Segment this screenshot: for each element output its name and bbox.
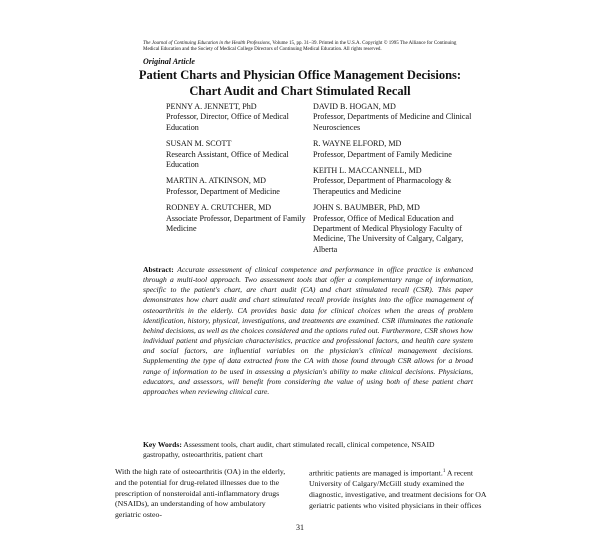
body-right-continued: A recent University of Calgary/McGill study examined the diagnostic, investigative, and treatment decisions for OA geriatric patients who visited physicians in their offices	[309, 468, 487, 510]
copyright-line: Volume 15, pp. 31–39. Printed in the U.S.A. Copyright © 1995 The Alliance for Continuing Medical Education and the Society of Medical College Directors of Continuing Medical Education. All rights reserved.	[143, 41, 457, 52]
author-affiliation: Professor, Departments of Medicine and Clinical Neurosciences	[313, 112, 472, 132]
abstract	[143, 265, 473, 397]
author-affiliation: Professor, Director, Office of Medical Education	[166, 112, 289, 132]
author-name: KEITH L. MACCANNELL, MD	[313, 166, 422, 176]
body-column-left: With the high rate of osteoarthritis (OA) in the elderly, and the potential for drug-related illnesses due to the prescription of nonsteroidal anti-inflammatory drugs (NSAIDs), an understanding of how ambulatory geriatric osteo-	[115, 467, 286, 520]
author-affiliation: Research Assistant, Office of Medical Education	[166, 149, 289, 170]
title-line-1: Patient Charts and Physician Office Management Decisions:	[138, 68, 462, 82]
author-name: JOHN S. BAUMBER, PhD, MD	[313, 203, 420, 213]
title-line-2: Chart Audit and Chart Stimulated Recall	[189, 84, 411, 98]
page-number: 31	[296, 523, 304, 532]
article-title	[120, 67, 480, 99]
abstract-label: Abstract:	[143, 265, 174, 274]
author-block	[313, 166, 483, 197]
author-block	[166, 176, 306, 197]
journal-masthead	[143, 41, 471, 53]
author-affiliation: Professor, Department of Family Medicine	[313, 149, 452, 159]
author-block	[313, 203, 483, 255]
author-affiliation: Professor, Office of Medical Education and Department of Medical Physiology Faculty of Medicine, The University of Calgary, Calgary, Alberta	[313, 213, 464, 254]
author-block	[313, 102, 483, 133]
abstract-text: Accurate assessment of clinical competence and performance in office practice is enhanced through a multi-tool approach. Two assessment tools that offer a complementary range of information, specific to the patient's chart, are chart audit (CA) and chart stimulated recall (CSR). This paper demonstrates how chart audit and chart stimulated recall provide insights into the office management of osteoarthritis in the elderly. CA provides basic data for clinical choices when the areas of problem identification, history, physical, investigations, and treatments are examined. CSR illuminates the rationale behind decisions, as well as the choices considered and the options ruled out. Furthermore, CSR shows how individual patient and physician characteristics, practice and professional factors, and health care system and social factors, are influential variables on the physician's clinical management decisions. Supplementing the type of data extracted from the CA with those found through CSR allows for a broad range of information to be used in assessing a physician's ability to make clinical decisions. Physicians, educators, and assessors, will benefit from considering the value of using both of these patient chart approaches when reviewing clinical care.	[143, 265, 473, 396]
journal-name: The Journal of Continuing Education in the Health Professions,	[143, 41, 272, 46]
authors-right-column	[313, 102, 483, 261]
author-name: DAVID B. HOGAN, MD	[313, 102, 396, 111]
keywords	[143, 440, 473, 460]
author-affiliation: Professor, Department of Pharmacology & Therapeutics and Medicine	[313, 176, 452, 196]
keywords-text: Assessment tools, chart audit, chart stimulated recall, clinical competence, NSAID gastropathy, osteoarthritis, patient chart	[143, 440, 435, 460]
author-block	[166, 102, 306, 133]
author-name: RODNEY A. CRUTCHER, MD	[166, 203, 272, 213]
author-name: MARTIN A. ATKINSON, MD	[166, 176, 267, 186]
author-block	[166, 139, 306, 170]
body-right-text: arthritic patients are managed is important.	[309, 468, 443, 478]
author-block	[313, 139, 483, 160]
author-name: PENNY A. JENNETT, PhD	[166, 102, 257, 111]
author-name: SUSAN M. SCOTT	[166, 139, 232, 149]
author-name: R. WAYNE ELFORD, MD	[313, 139, 402, 149]
author-affiliation: Associate Professor, Department of Family Medicine	[166, 213, 306, 234]
footnote-reference: 1	[442, 469, 446, 474]
author-affiliation: Professor, Department of Medicine	[166, 186, 280, 196]
author-block	[166, 203, 306, 234]
body-column-right	[309, 467, 487, 512]
keywords-label: Key Words:	[143, 440, 182, 449]
authors-left-column	[166, 102, 306, 240]
article-type: Original Article	[143, 57, 195, 66]
